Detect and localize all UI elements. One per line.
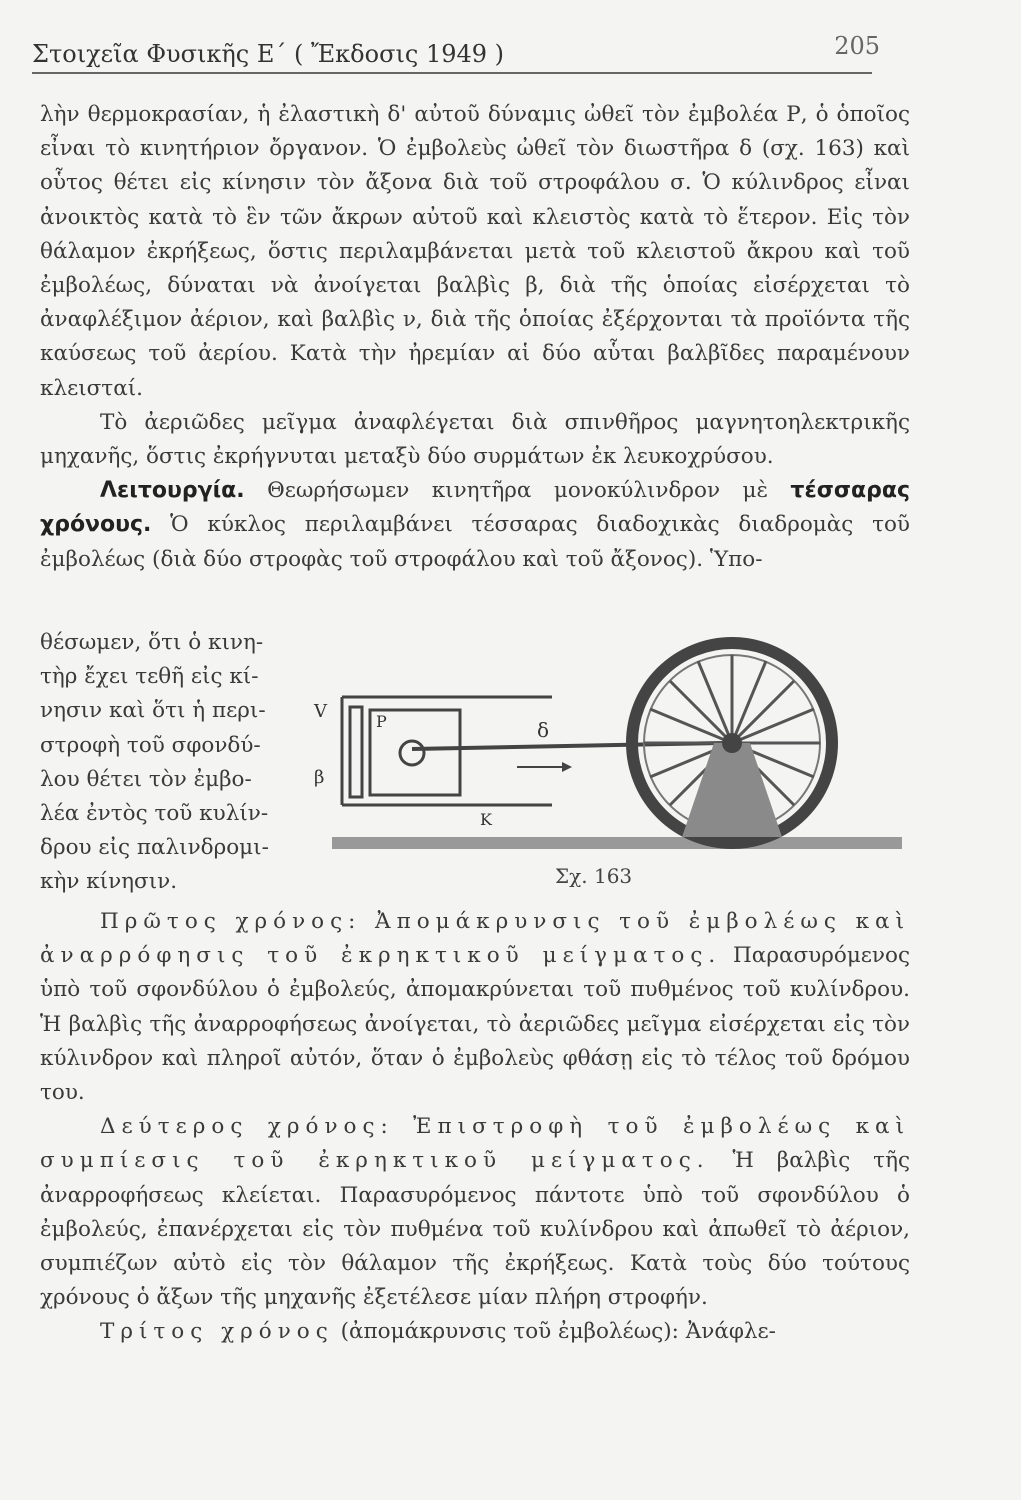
ground-base [332,837,902,849]
engine-figure [312,625,902,860]
first-stroke-title: Πρῶτος χρόνος: [100,909,362,934]
motion-arrowhead [562,762,572,772]
operation-text-b-preview: Ὁ κύκλος περιλαμβάνει τέσσαρας διαδοχικὰς διαδρομὰς τοῦ ἐμβολέως (διὰ δύο στροφὰς τοῦ στροφάλου καὶ τοῦ ἄξονος). Ὑπο- [40,512,910,572]
page-number: 205 [834,32,880,60]
paragraph-second-stroke [40,1110,910,1315]
paragraph-first-stroke [40,905,910,1110]
paragraph-operation [40,474,910,572]
paragraph-operation-continued [40,626,310,900]
paragraph-ignition: Τὸ ἀεριῶδες μεῖγμα ἀναφλέγεται διὰ σπινθῆρος μαγνητοηλεκτρικῆς μηχανῆς, ὅστις ἐκρήγνυται μεταξὺ δύο συρμάτων ἐκ λευκοχρύσου. [40,409,910,470]
body-text-top [40,98,910,572]
four-stroke-term: τέσσαρας χρόνους. [40,478,910,538]
running-header [32,32,880,74]
first-stroke-text: Παρασυρόμενος ὑπὸ τοῦ σφονδύλου ὁ ἐμβολεύς, ἀπομακρύνεται τοῦ πυθμένος τοῦ κυλίνδρου. Ἡ βαλβὶς τῆς ἀναρροφήσεως ἀνοίγεται, τὸ ἀεριῶδες μεῖγμα εἰσέρχεται εἰς τὸν κύλινδρον καὶ πληροῖ αὐτόν, ὅταν ὁ ἐμβολεὺς φθάσῃ εἰς τὸ τέλος τοῦ δρόμου του. [40,943,910,1106]
label-b: β [314,767,325,788]
paragraph-third-stroke [40,1315,910,1349]
body-text-bottom [40,905,910,1350]
label-v: V [314,701,327,722]
second-stroke-title: Δεύτερος χρόνος: [100,1114,394,1140]
book-title: Στοιχεῖα Φυσικῆς Ε΄ ( Ἔκδοσις 1949 ) [32,40,505,68]
crank-hub [722,733,742,753]
second-stroke-subtitle: Ἐπιστροφὴ τοῦ ἐμβολέως καὶ συμπίεσις τοῦ ἐκρηκτικοῦ μείγματος. [40,1114,911,1174]
third-stroke-subtitle: (ἀπομάκρυνσις τοῦ ἐμβολέως): Ἀνάφλε- [333,1319,776,1345]
section-heading-operation: Λειτουργία. [100,478,245,504]
paragraph-engine-description: λὴν θερμοκρασίαν, ἡ ἐλαστικὴ δ' αὐτοῦ δύναμις ὠθεῖ τὸν ἐμβολέα Ρ, ὁ ὁποῖος εἶναι τὸ κινητήριον ὄργανον. Ὁ ἐμβολεὺς ὠθεῖ τὸν διωστῆρα δ (σχ. 163) καὶ οὗτος θέτει εἰς κίνησιν τὸν ἄξονα διὰ τοῦ στροφάλου σ. Ὁ κύλινδρος εἶναι ἀνοικτὸς κατὰ τὸ ἓν τῶν ἄκρων αὐτοῦ καὶ κλειστὸς κατὰ τὸ ἕτερον. Εἰς τὸν θάλαμον ἐκρήξεως, ὅστις περιλαμβάνεται μετὰ τοῦ κλειστοῦ ἄκρου καὶ τοῦ ἐμβολέως, δύναται νὰ ἀνοίγεται βαλβὶς β, διὰ τῆς ὁποίας εἰσέρχεται τὸ ἀναφλέξιμον ἀέριον, καὶ βαλβὶς ν, διὰ τῆς ὁποίας ἐξέρχονται τὰ προϊόντα τῆς καύσεως τοῦ ἀερίου. Κατὰ τὴν ἠρεμίαν αἱ δύο αὗται βαλβῖδες παραμένουν κλεισταί. [40,102,910,401]
second-stroke-text: Ἡ βαλβὶς τῆς ἀναρροφήσεως κλείεται. Παρασυρόμενος πάντοτε ὑπὸ τοῦ σφονδύλου ὁ ἐμβολεύς, ἐπανέρχεται εἰς τὸν πυθμένα τοῦ κυλίνδρου καὶ ἀπωθεῖ τὸ ἀέριον, συμπιέζων αὐτὸ εἰς τὸν θάλαμον τῆς ἐκρήξεως. Κατὰ τοὺς δύο τούτους χρόνους ὁ ἄξων τῆς μηχανῆς ἐξετέλεσε μίαν πλήρη στροφήν. [40,1148,910,1311]
label-k: K [480,810,492,829]
operation-wrap-text: θέσωμεν, ὅτι ὁ κινη- τὴρ ἔχει τεθῆ εἰς κί- νησιν καὶ ὅτι ἡ περι- στροφὴ τοῦ σφονδύ- λου θέτει τὸν ἐμβο- λέα ἐντὸς τοῦ κυλίν- δρου εἰς παλινδρομι- κὴν κίνησιν. [40,630,269,895]
third-stroke-title: Τρίτος χρόνος [100,1319,334,1345]
operation-text-a: Θεωρήσωμεν κινητῆρα μονοκύλινδρον μὲ [244,478,791,504]
figure-caption: Σχ. 163 [555,864,633,888]
first-stroke-subtitle: Ἀπομάκρυνσις τοῦ ἐμβολέως καὶ ἀναρρόφησις τοῦ ἐκρηκτικοῦ μείγματος. [40,909,910,969]
label-p: P [376,712,387,731]
label-delta: δ [537,718,550,742]
